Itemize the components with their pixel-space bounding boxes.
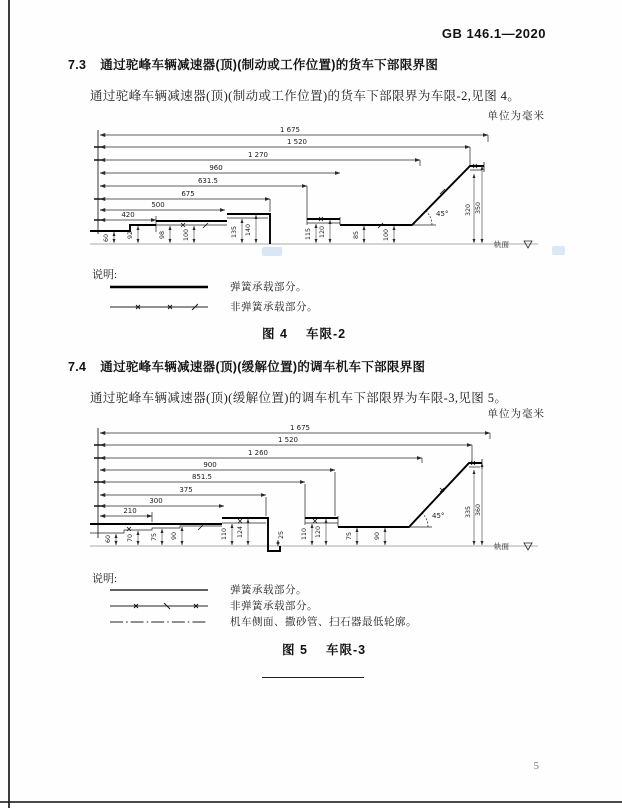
fig5-legend-item-3	[108, 614, 417, 629]
section-7-4-body: 通过驼峰车辆减速器(顶)(缓解位置)的调车机车下部限界为车限-3,见图 5。	[90, 391, 508, 405]
fig4-v-92: 92	[127, 230, 134, 240]
fig5-v-335: 335	[465, 505, 472, 519]
fig5-dim-1675: 1 675	[289, 424, 311, 432]
fig5-v-90b: 90	[374, 531, 381, 541]
fig5-v-360: 360	[475, 503, 482, 517]
legend-label: 弹簧承载部分。	[230, 585, 307, 596]
legend-label: 非弹簧承载部分。	[230, 601, 318, 612]
figure5-drawing	[90, 420, 545, 570]
fig4-v-100b: 100	[383, 228, 390, 242]
fig4-dim-420: 420	[121, 211, 135, 219]
fig4-v-350: 350	[475, 201, 482, 215]
fig4-rail-label: 轨面	[494, 240, 509, 249]
figure5-caption: 图 5 车限-3	[282, 643, 367, 657]
fig5-v-25: 25	[278, 530, 285, 540]
figure4-drawing	[90, 122, 545, 270]
unit-note-1: 单位为毫米	[487, 111, 545, 122]
fig5-v-110b: 110	[301, 527, 308, 541]
page-number: 5	[533, 760, 539, 772]
scan-border-left	[8, 0, 10, 808]
rail-level-symbol	[524, 543, 532, 550]
fig5-v-75: 75	[151, 532, 158, 542]
unit-note-2: 单位为毫米	[487, 409, 545, 420]
fig4-dim-631-5: 631.5	[197, 177, 219, 185]
fig5-dim-1520: 1 520	[277, 436, 299, 444]
fig4-dim-500: 500	[151, 201, 165, 209]
fig5-legend-item-2	[108, 598, 318, 613]
scan-smudge-2	[552, 246, 565, 255]
fig4-angle: 45°	[436, 210, 449, 218]
section-title: 通过驼峰车辆减速器(顶)(缓解位置)的调车机车下部限界图	[100, 360, 426, 374]
profile-left-steps	[90, 526, 222, 533]
fig5-rail-label: 轨面	[494, 542, 509, 551]
fig4-v-60: 60	[103, 233, 110, 243]
fig5-legend-title: 说明:	[92, 573, 118, 585]
section-7-3-body: 通过驼峰车辆减速器(顶)(制动或工作位置)的货车下部限界为车限-2,见图 4。	[90, 89, 521, 103]
legend-label: 弹簧承载部分。	[230, 282, 307, 293]
fig4-v-320: 320	[465, 203, 472, 217]
fig4-dim-1520: 1 520	[286, 138, 308, 146]
standard-number: GB 146.1—2020	[441, 26, 546, 41]
fig4-v-140: 140	[245, 223, 252, 237]
legend-line-nonspring	[108, 600, 218, 612]
fig5-v-70: 70	[127, 533, 134, 543]
scan-smudge	[262, 247, 282, 256]
legend-line-nonspring	[108, 301, 218, 313]
angle-arc	[423, 514, 428, 527]
fig4-legend-title: 说明:	[92, 269, 118, 281]
fig4-dim-960: 960	[209, 164, 223, 172]
fig4-v-85: 85	[353, 230, 360, 240]
fig5-dim-210: 210	[123, 507, 137, 515]
fig5-v-60: 60	[105, 534, 112, 544]
fig4-legend-item-2	[108, 299, 318, 314]
fig5-dim-851-5: 851.5	[191, 473, 213, 481]
document-end-rule	[262, 677, 364, 678]
legend-label: 非弹簧承载部分。	[230, 302, 318, 313]
fig4-legend-item-1	[108, 279, 307, 294]
cross-marks	[127, 461, 475, 531]
section-number: 7.3	[68, 58, 87, 72]
section-number: 7.4	[68, 360, 87, 374]
fig5-legend-item-1	[108, 582, 307, 597]
legend-label: 机车侧面、撒砂管、扫石器最低轮廓。	[230, 617, 417, 628]
fig4-dim-1675: 1 675	[279, 126, 301, 134]
fig4-dim-1270: 1 270	[247, 151, 269, 159]
fig5-dim-900: 900	[203, 461, 217, 469]
fig5-v-124: 124	[237, 525, 244, 539]
profile-left	[90, 225, 156, 231]
fig5-dim-300: 300	[149, 497, 163, 505]
fig5-v-90: 90	[171, 531, 178, 541]
fig4-v-120: 120	[319, 225, 326, 239]
section-7-4-heading	[68, 357, 425, 375]
fig5-dim-375: 375	[179, 486, 193, 494]
fig4-v-135: 135	[231, 225, 238, 239]
figure4-caption: 图 4 车限-2	[262, 327, 347, 341]
scan-border-bottom	[0, 801, 622, 803]
legend-line-spring	[108, 281, 218, 293]
legend-line-dashdot	[108, 616, 218, 628]
profile-ramp	[340, 166, 484, 225]
fig5-v-120: 120	[315, 525, 322, 539]
fig5-angle: 45°	[432, 512, 445, 520]
fig4-v-115: 115	[305, 227, 312, 241]
legend-line-spring	[108, 584, 218, 596]
section-title: 通过驼峰车辆减速器(顶)(制动或工作位置)的货车下部限界图	[100, 58, 439, 72]
fig5-dim-1260: 1 260	[247, 449, 269, 457]
angle-arc	[426, 211, 432, 225]
section-7-3-heading	[68, 55, 438, 73]
fig5-v-75b: 75	[346, 531, 353, 541]
fig4-dim-675: 675	[181, 190, 195, 198]
fig4-v-100: 100	[183, 228, 190, 242]
fig4-v-98: 98	[159, 230, 166, 240]
profile-ramp	[338, 463, 482, 527]
rail-level-symbol	[524, 241, 532, 248]
fig5-v-110: 110	[221, 527, 228, 541]
